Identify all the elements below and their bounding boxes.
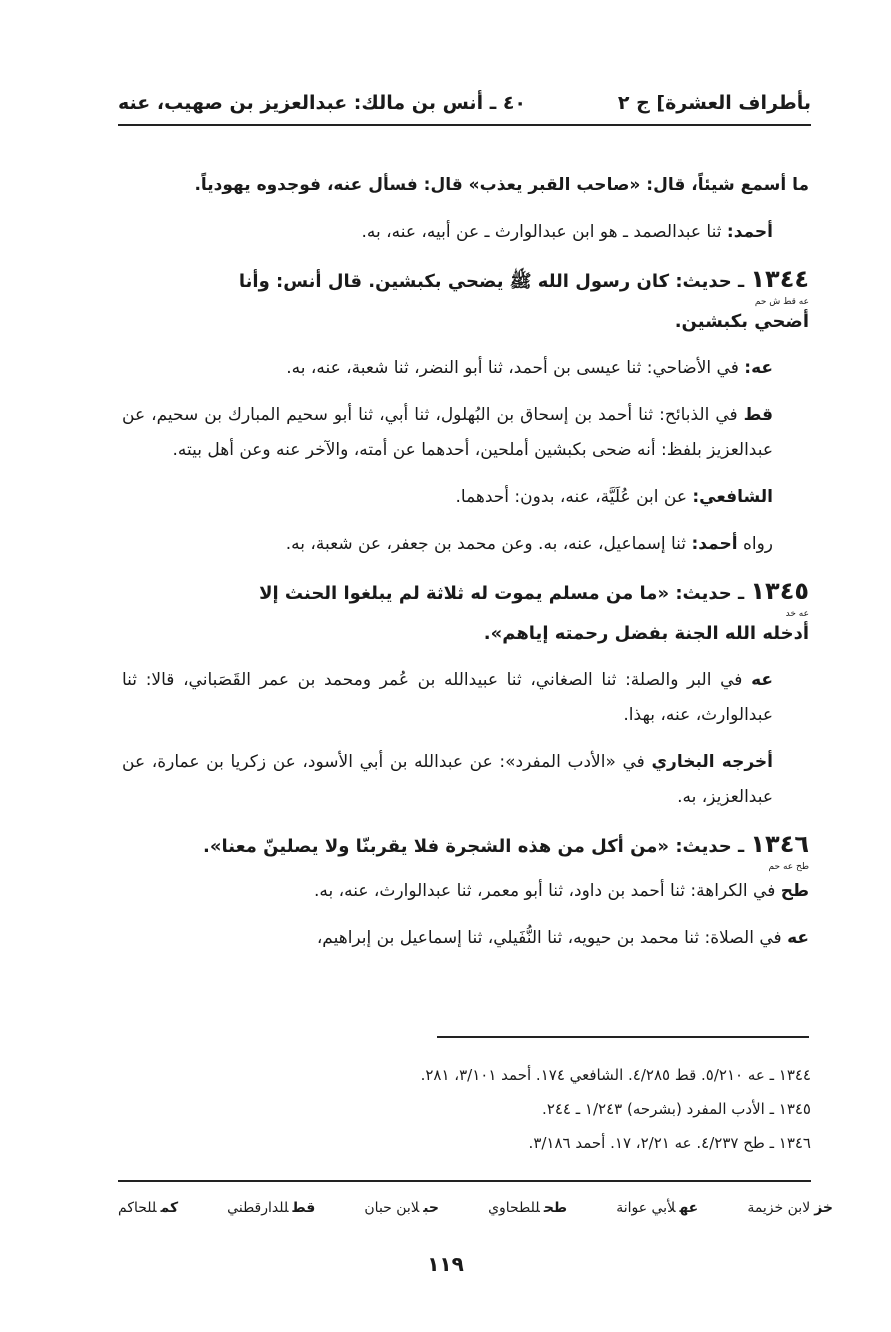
hadith-sigla: طح عه حم bbox=[768, 862, 809, 872]
paragraph bbox=[122, 921, 809, 956]
header-chapter: ٤٠ ـ أنس بن مالك: عبدالعزيز بن صهيب، عنه bbox=[118, 92, 527, 114]
running-header bbox=[118, 86, 811, 120]
paragraph-text: في الكراهة: ثنا أحمد بن داود، ثنا أبو معمر، ثنا عبدالوارث، عنه، به. bbox=[313, 881, 781, 901]
paragraph-text: في الأضاحي: ثنا عيسى بن أحمد، ثنا أبو النضر، ثنا شعبة، عنه، به. bbox=[286, 358, 745, 378]
paragraph bbox=[122, 745, 809, 815]
main-text bbox=[122, 168, 809, 968]
source-name: أحمد: bbox=[691, 534, 738, 554]
abbreviation-desc: لابن حبان bbox=[364, 1200, 420, 1216]
hadith-text: ـ حديث: «ما من مسلم يموت له ثلاثة لم يبلغوا الحنث إلا bbox=[259, 583, 751, 604]
footnote: ١٣٤٦ ـ طح ٤/٢٣٧. عه ٢/٢١، ١٧. أحمد ٣/١٨٦. bbox=[528, 1134, 811, 1152]
paragraph bbox=[122, 168, 809, 203]
abbreviation-code: كم bbox=[160, 1200, 179, 1216]
abbreviation-desc: لابن خزيمة bbox=[747, 1200, 811, 1216]
abbreviation-desc: للحاكم bbox=[118, 1200, 157, 1216]
paragraph bbox=[122, 215, 809, 250]
paragraph bbox=[122, 527, 809, 562]
abbreviation-desc: للطحاوي bbox=[488, 1200, 540, 1216]
hadith-text: ـ حديث: «من أكل من هذه الشجرة فلا يقربنّا ولا يصلينّ معنا». bbox=[203, 836, 751, 857]
hadith-1344 bbox=[122, 262, 809, 339]
abbreviation bbox=[488, 1200, 567, 1216]
paragraph-text: ثنا إسماعيل، عنه، به. وعن محمد بن جعفر، عن شعبة، به. bbox=[285, 534, 692, 554]
source-name: عه: bbox=[744, 358, 773, 378]
source-name: عه bbox=[787, 928, 809, 948]
abbreviation-code: خز bbox=[814, 1200, 833, 1216]
hadith-1345 bbox=[122, 574, 809, 651]
abbreviation-code: طح bbox=[543, 1200, 568, 1216]
source-name: طح bbox=[780, 881, 809, 901]
paragraph bbox=[122, 663, 809, 733]
abbreviation bbox=[118, 1200, 178, 1216]
paragraph-text: ثنا عبدالصمد ـ هو ابن عبدالوارث ـ عن أبيه، عنه، به. bbox=[361, 222, 727, 242]
source-name: أخرجه البخاري bbox=[651, 752, 774, 772]
paragraph-text: في الذبائح: ثنا أحمد بن إسحاق بن البُهلول، ثنا أبي، ثنا أبو سحيم المبارك بن سحيم، عن عبدالعزيز بلفظ: أنه ضحى بكبشين أملحين، أحدهما عن أمته، والآخر عنه وعن أهل بيته. bbox=[122, 405, 773, 460]
paragraph bbox=[122, 398, 809, 468]
source-name: أحمد: bbox=[726, 222, 773, 242]
paragraph-text: ما أسمع شيئاً، قال: «صاحب القبر يعذب» قال: فسأل عنه، فوجدوه يهودياً. bbox=[194, 175, 809, 195]
hadith-sigla: عه خد bbox=[785, 609, 809, 619]
footnote: ١٣٤٥ ـ الأدب المفرد (بشرحه) ١/٢٤٣ ـ ٢٤٤. bbox=[542, 1100, 811, 1118]
abbreviation-code: قط bbox=[292, 1200, 316, 1216]
source-name: قط bbox=[743, 405, 773, 425]
page-number: ١١٩ bbox=[427, 1252, 464, 1276]
abbreviations-rule bbox=[118, 1180, 811, 1182]
footnote-rule bbox=[437, 1036, 809, 1038]
hadith-continuation: أضحي بكبشين. bbox=[674, 311, 809, 332]
hadith-1346 bbox=[122, 827, 809, 872]
header-rule bbox=[118, 124, 811, 126]
paragraph-text: في «الأدب المفرد»: عن عبدالله بن أبي الأسود، عن زكريا بن عمارة، عن عبدالعزيز، به. bbox=[122, 752, 773, 807]
paragraph-text: في البر والصلة: ثنا الصغاني، ثنا عبيدالله بن عُمر ومحمد بن عمر القَصَباني، قالا: ثنا عبدالوارث، عنه، بهذا. bbox=[122, 670, 773, 725]
source-name: عه bbox=[751, 670, 773, 690]
paragraph-text: عن ابن عُلَيَّة، عنه، بدون: أحدهما. bbox=[455, 487, 693, 507]
paragraph-text: في الصلاة: ثنا محمد بن حيويه، ثنا النُّفَيلي، ثنا إسماعيل بن إبراهيم، bbox=[316, 928, 788, 948]
hadith-number: ١٣٤٥ bbox=[750, 577, 809, 605]
footnote: ١٣٤٤ ـ عه ٥/٢١٠. قط ٤/٢٨٥. الشافعي ١٧٤. أحمد ٣/١٠١، ٢٨١. bbox=[420, 1066, 811, 1084]
paragraph bbox=[122, 874, 809, 909]
hadith-sigla: عه قط ش حم bbox=[754, 297, 809, 307]
header-volume: بأطراف العشرة] ج ٢ bbox=[617, 92, 811, 114]
abbreviation-code: حب bbox=[423, 1200, 439, 1216]
abbreviations-key bbox=[118, 1194, 833, 1222]
abbreviation bbox=[364, 1200, 439, 1216]
abbreviation-desc: لأبي عوانة bbox=[616, 1200, 676, 1216]
footnotes bbox=[240, 1058, 811, 1160]
source-name: الشافعي: bbox=[692, 487, 773, 507]
abbreviation-code: عه bbox=[679, 1200, 699, 1216]
abbreviation bbox=[227, 1200, 315, 1216]
paragraph bbox=[122, 480, 809, 515]
hadith-number: ١٣٤٤ bbox=[750, 265, 809, 293]
paragraph-prefix: رواه bbox=[737, 534, 773, 554]
hadith-number: ١٣٤٦ bbox=[750, 830, 809, 858]
hadith-text: ـ حديث: كان رسول الله ﷺ يضحي بكبشين. قال أنس: وأنا bbox=[238, 271, 751, 292]
abbreviation bbox=[747, 1200, 833, 1216]
abbreviation bbox=[616, 1200, 698, 1216]
hadith-continuation: أدخله الله الجنة بفضل رحمته إياهم». bbox=[483, 623, 809, 644]
abbreviation-desc: للدارقطني bbox=[227, 1200, 289, 1216]
paragraph bbox=[122, 351, 809, 386]
